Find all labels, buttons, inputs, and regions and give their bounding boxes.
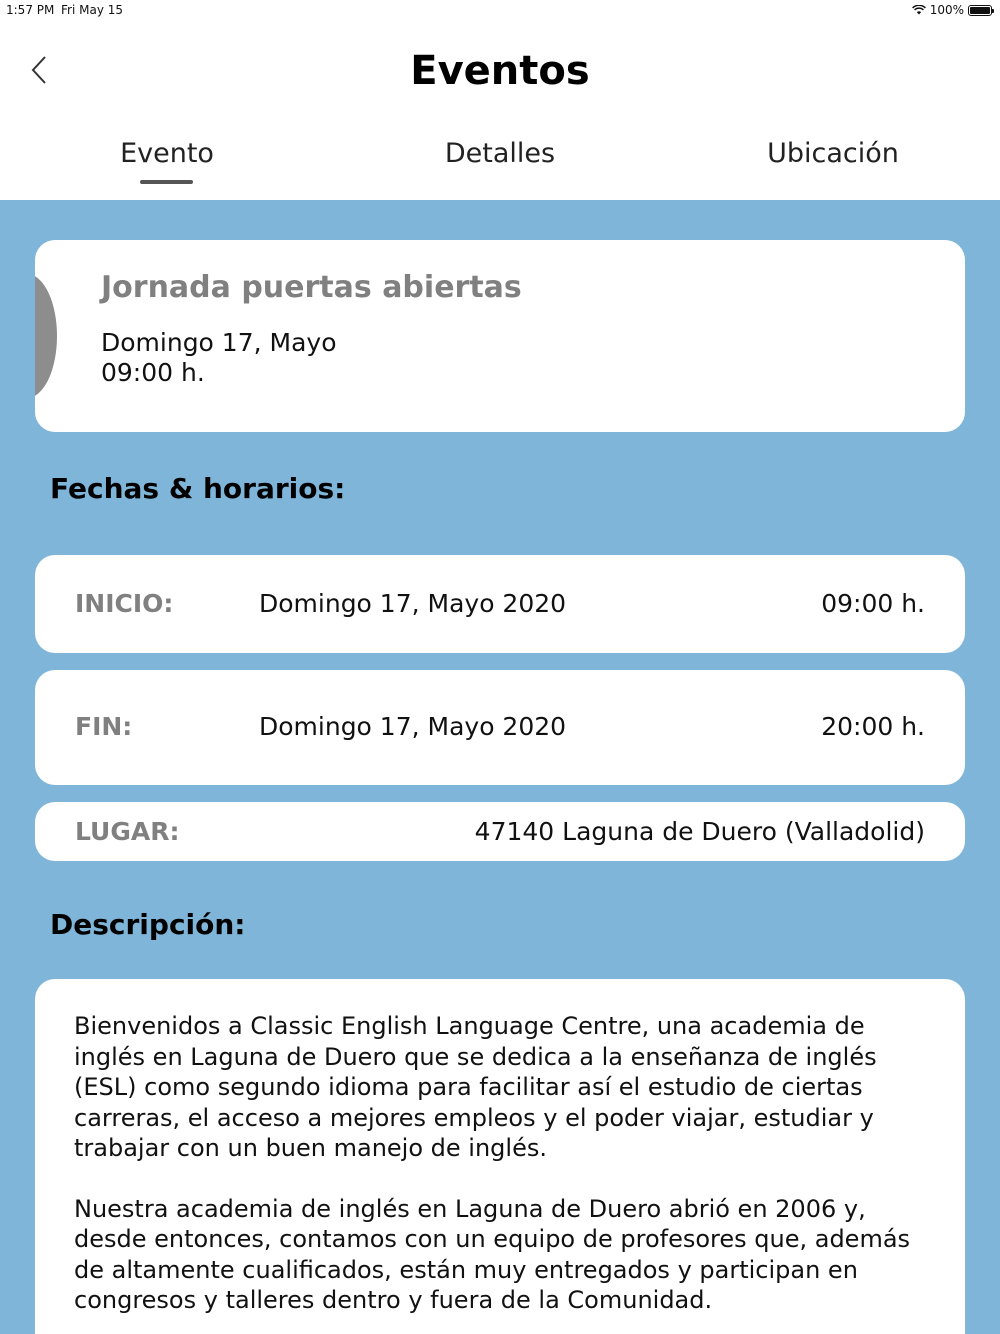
description-paragraph: Nuestra academia de inglés en Laguna de Duero abrió en 2006 y, desde entonces, contamos con un equipo de profesores que, además de altamente cualificados, están muy entregados y participan en congresos y talleres dentro y fuera de la Comunidad. <box>74 1194 911 1314</box>
lugar-row <box>35 802 965 861</box>
inicio-row <box>35 555 965 653</box>
description-paragraph: Bienvenidos a Classic English Language Centre, una academia de inglés en Laguna de Duero que se dedica a la enseñanza de inglés (ESL) como segundo idioma para facilitar así el estudio de ciertas carreras, el acceso a mejores empleos y el poder viajar, estudiar y trabajar con un buen manejo de inglés. <box>74 1012 877 1162</box>
battery-fill <box>970 7 990 14</box>
content-area <box>0 200 1000 1334</box>
status-date: Fri May 15 <box>61 3 124 17</box>
fin-time: 20:00 h. <box>821 712 925 741</box>
status-right <box>912 3 992 17</box>
inicio-time: 09:00 h. <box>821 589 925 618</box>
event-time: 09:00 h. <box>101 358 205 387</box>
tab-ubicacion[interactable]: Ubicación <box>767 138 899 169</box>
tab-detalles[interactable]: Detalles <box>444 138 556 169</box>
event-name: Jornada puertas abiertas <box>101 270 522 305</box>
tab-evento[interactable]: Evento <box>120 138 214 169</box>
lugar-label: LUGAR: <box>75 817 180 846</box>
status-bar <box>0 0 1000 22</box>
page-title: Eventos <box>410 48 590 94</box>
inicio-label: INICIO: <box>75 589 174 618</box>
fin-row <box>35 670 965 785</box>
lugar-value: 47140 Laguna de Duero (Valladolid) <box>474 817 925 846</box>
schedule-heading: Fechas & horarios: <box>50 472 346 505</box>
event-marker <box>35 274 57 398</box>
battery-icon <box>968 5 992 16</box>
fin-date: Domingo 17, Mayo 2020 <box>259 712 567 741</box>
fin-label: FIN: <box>75 712 133 741</box>
nav-header <box>0 22 1000 200</box>
status-time: 1:57 PM <box>6 3 55 17</box>
inicio-date: Domingo 17, Mayo 2020 <box>259 589 567 618</box>
description-card <box>35 979 965 1334</box>
battery-percent: 100% <box>929 3 964 17</box>
wifi-icon <box>912 5 926 15</box>
event-card <box>35 240 965 432</box>
description-heading: Descripción: <box>50 908 246 941</box>
event-date: Domingo 17, Mayo <box>101 328 337 357</box>
active-tab-indicator <box>140 180 193 184</box>
